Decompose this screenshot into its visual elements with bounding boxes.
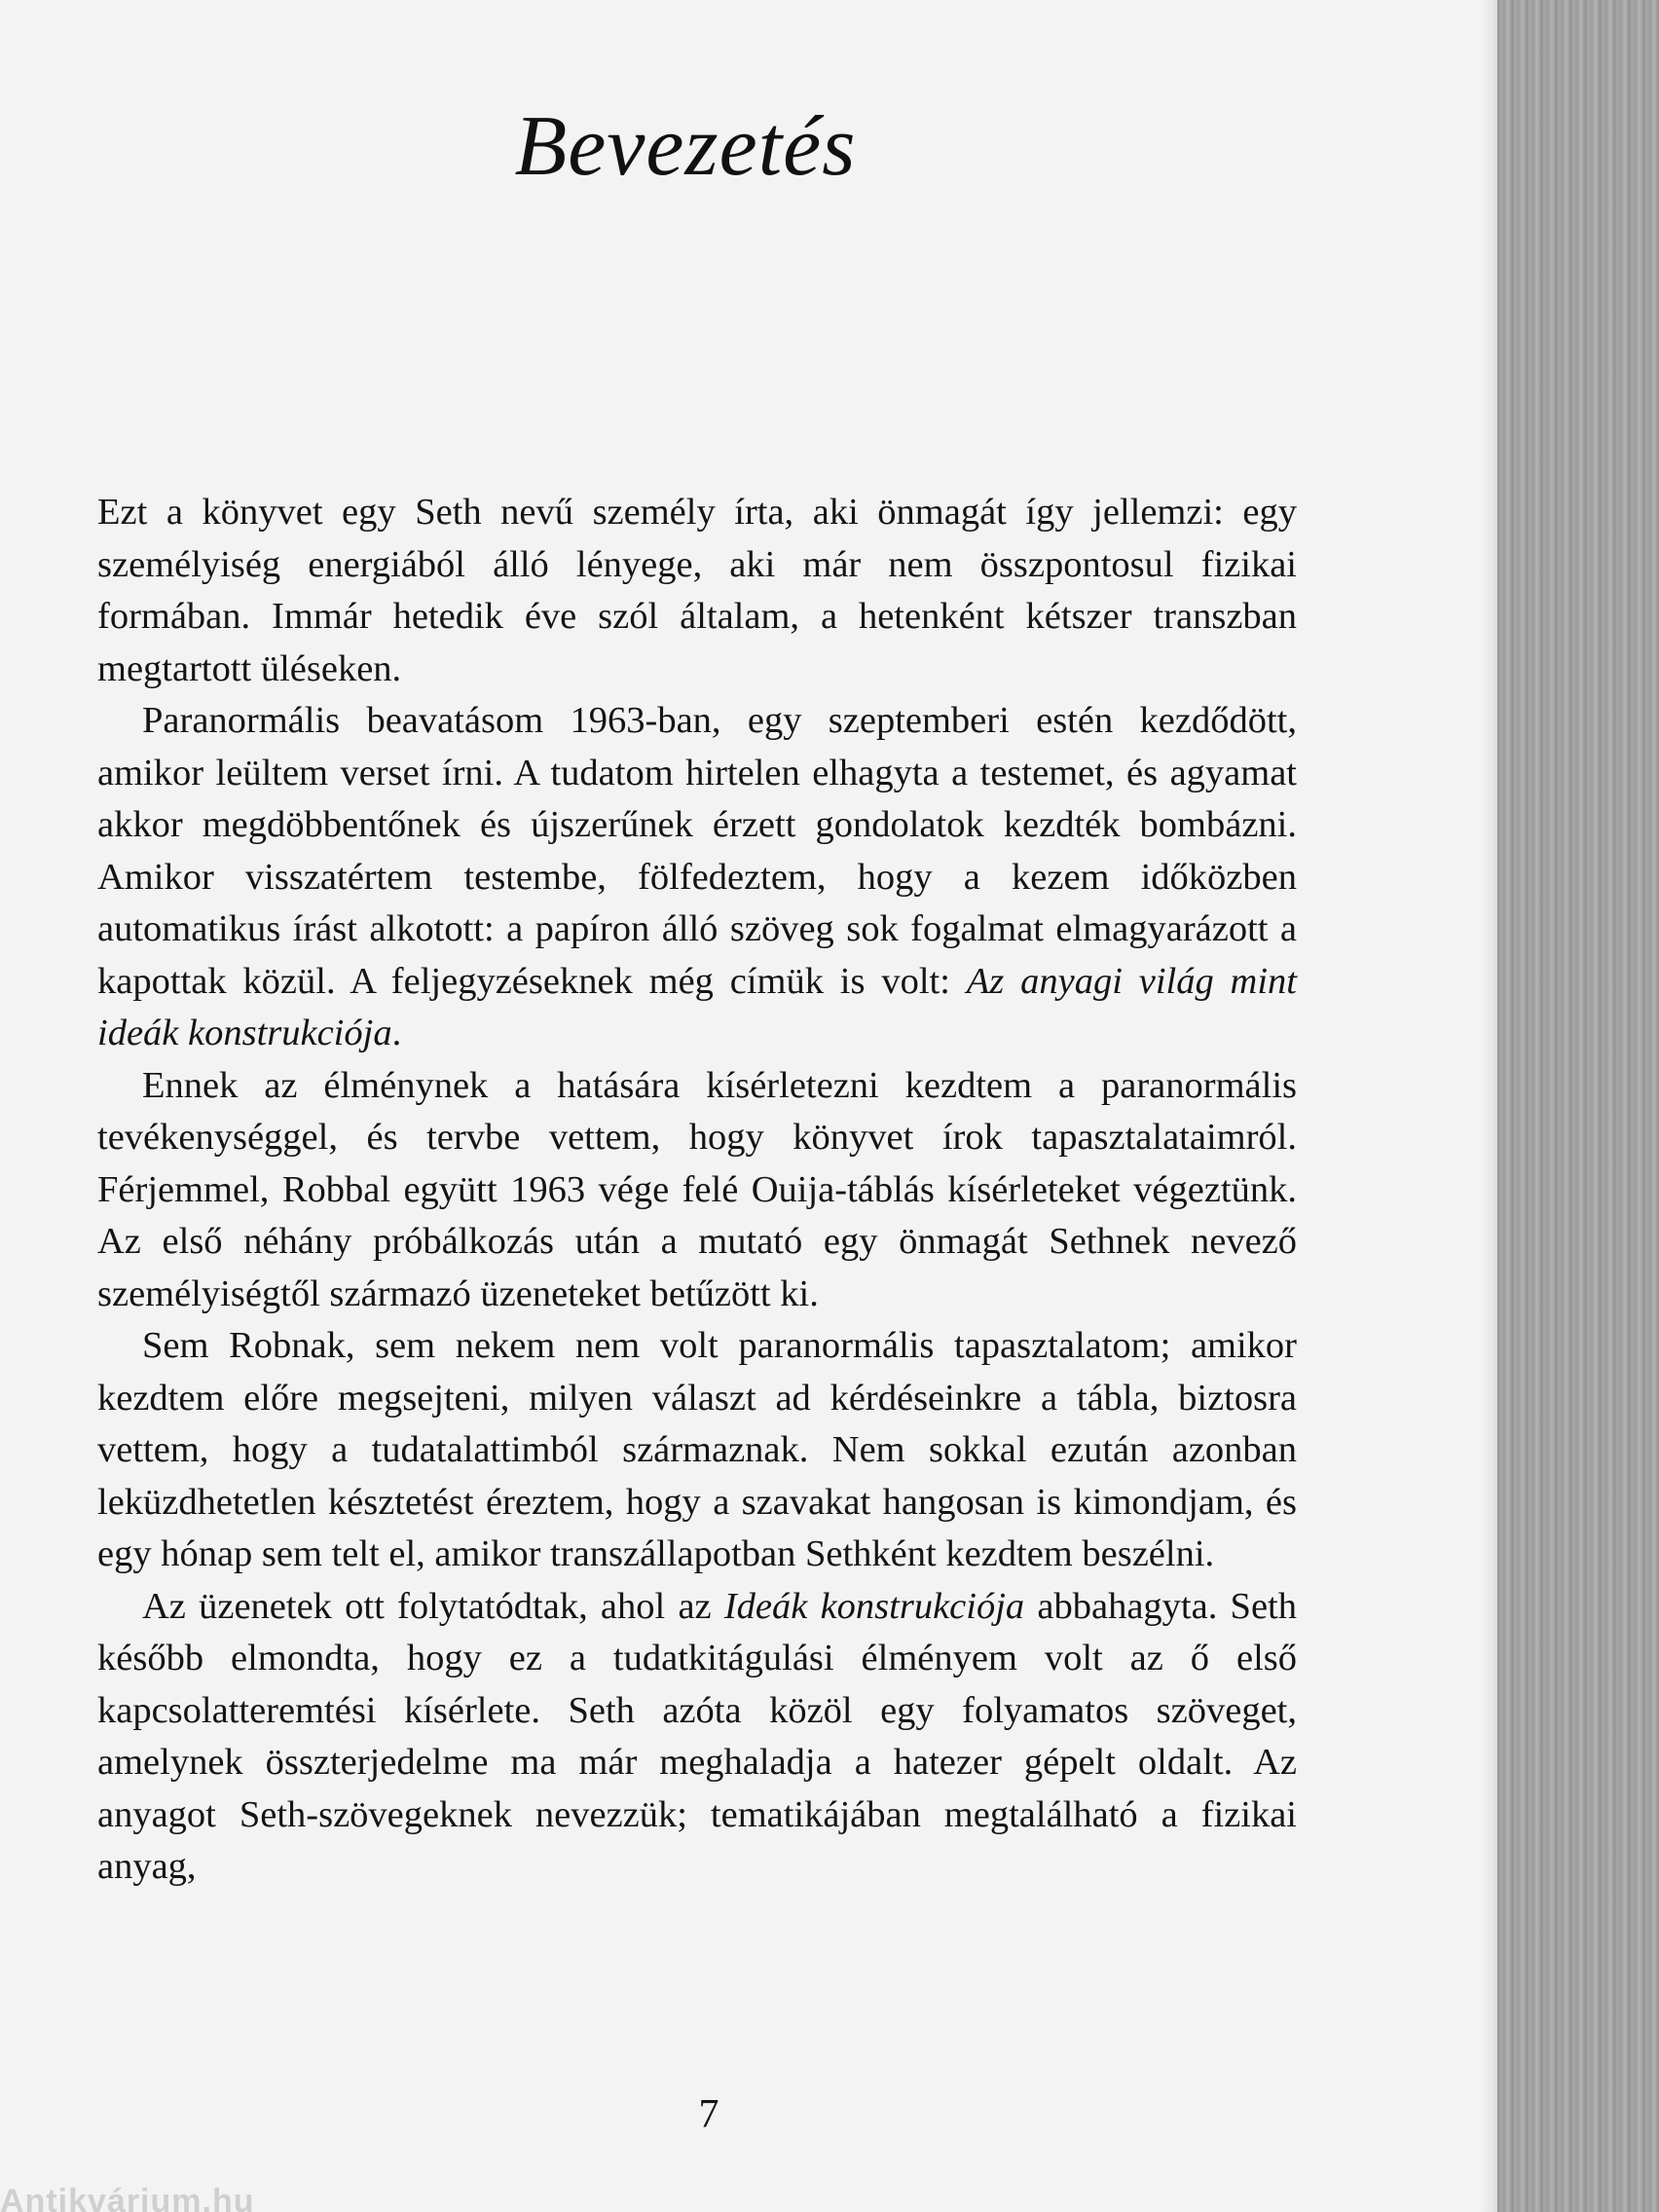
text-run: Ennek az élménynek a hatására kísérletezni kezdtem a paranormális tevékenységgel, és tervbe vettem, hogy könyvet írok tapasztalataimról. Férjemmel, Robbal együtt 1963 vége felé Ouija-táblás kísérleteket végeztünk. Az első néhány próbálkozás után a mutató egy önmagát Sethnek nevező személyiségtől származó üzeneteket betűzött ki. <box>97 1064 1297 1314</box>
text-run: abbahagyta. Seth később elmondta, hogy ez a tudatkitágulási élményem volt az ő első kapcsolatteremtési kísérlete. Seth azóta közöl egy folyamatos szöveget, amelynek összterjedelme ma már meghaladja a hatezer gépelt oldalt. Az anyagot Seth-szövegeknek nevezzük; tematikájában megtalálható a fizikai anyag, <box>97 1585 1298 1887</box>
italic-title-run: Ideák konstrukciója <box>723 1585 1025 1627</box>
text-run: Sem Robnak, sem nekem nem volt paranormális tapasztalatom; amikor kezdtem előre megsejteni, milyen választ ad kérdéseinkre a tábla, biztosra vettem, hogy a tudatalattimból származnak. Nem sokkal ezután azonban leküzdhetetlen késztetést éreztem, hogy a szavakat hangosan is kimondjam, és egy hónap sem telt el, amikor transzállapotban Sethként kezdtem beszélni. <box>97 1325 1297 1574</box>
text-run: Paranormális beavatásom 1963-ban, egy szeptemberi estén kezdődött, amikor leültem verset írni. A tudatom hirtelen elhagyta a testemet, és agyamat akkor megdöbbentőnek és újszerűnek érzett gondolatok kezdték bombázni. Amikor visszatértem testembe, fölfedeztem, hogy a kezem időközben automatikus írást alkotott: a papíron álló szöveg sok fogalmat elmagyarázott a kapottak közül. A feljegyzéseknek még címük is volt: <box>97 700 1297 1002</box>
paragraph <box>97 1060 1297 1321</box>
text-run: . <box>391 1013 402 1053</box>
body-text <box>97 487 1297 1894</box>
paragraph <box>97 487 1297 695</box>
text-run: Az üzenetek ott folytatódtak, ahol az <box>142 1585 724 1627</box>
facing-page-strip <box>1497 0 1659 2212</box>
watermark: Antikvárium.hu <box>0 2183 255 2212</box>
page-number: 7 <box>698 2092 719 2137</box>
chapter-title: Bevezetés <box>514 99 857 194</box>
italic-title-run: Az anyagi világ mint ideák konstrukciója <box>97 960 1297 1053</box>
paragraph <box>97 695 1297 1060</box>
paragraph <box>97 1581 1297 1894</box>
text-run: Ezt a könyvet egy Seth nevű személy írta, aki önmagát így jellemzi: egy személyiség energiából álló lényege, aki már nem összpontosul fizikai formában. Immár hetedik éve szól általam, a hetenként kétszer transzban megtartott üléseken. <box>97 492 1297 689</box>
paragraph <box>97 1320 1297 1581</box>
